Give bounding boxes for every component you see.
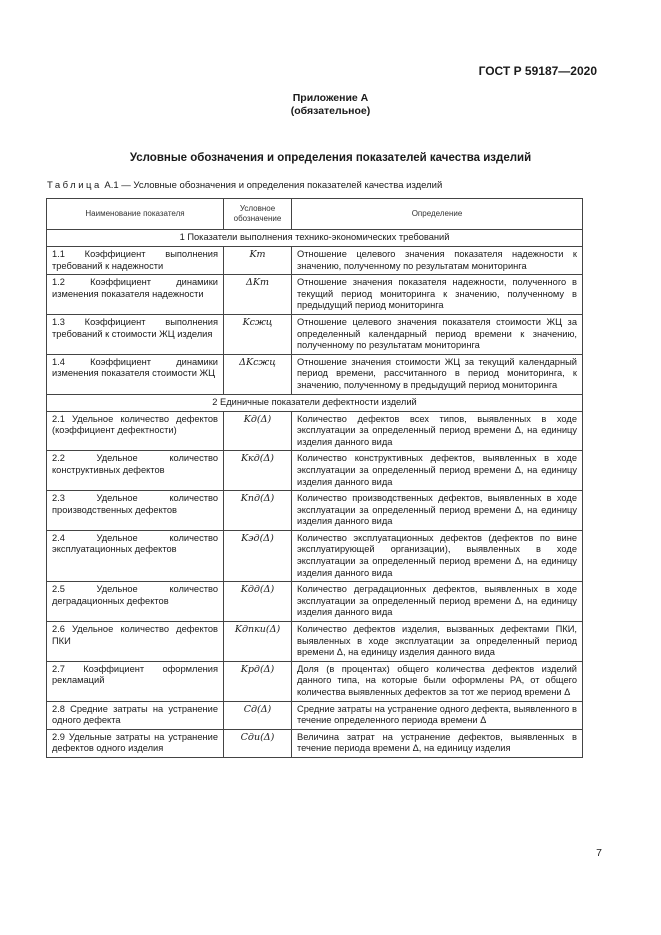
indicator-symbol: Kдд(Δ) <box>224 582 292 622</box>
section-title: 2 Единичные показатели дефектности изделий <box>47 394 583 411</box>
indicator-name: 2.5 Удельное количество деградационных дефектов <box>47 582 224 622</box>
indicator-name: 1.3 Коэффициент выполнения требований к стоимости ЖЦ изделия <box>47 314 224 354</box>
indicator-symbol: Kрд(Δ) <box>224 661 292 701</box>
table-caption-text: А.1 — Условные обозначения и определения показателей качества изделий <box>104 180 443 191</box>
indicator-definition: Доля (в процентах) общего количества дефектов изделий данного типа, на которые были оформлены РА, от общего количества выявленных дефектов за тот же период времени Δ <box>292 661 583 701</box>
indicator-symbol: Kкд(Δ) <box>224 451 292 491</box>
appendix-status: (обязательное) <box>290 105 371 117</box>
indicator-definition: Количество деградационных дефектов, выявленных в ходе эксплуатации за определенный период времени Δ, на единицу изделия данного вида <box>292 582 583 622</box>
header-definition: Определение <box>292 199 583 230</box>
indicator-symbol: ΔKсжц <box>224 354 292 394</box>
indicator-name: 2.2 Удельное количество конструктивных дефектов <box>47 451 224 491</box>
page-number: 7 <box>596 847 602 859</box>
header-name: Наименование показателя <box>47 199 224 230</box>
indicator-definition: Количество конструктивных дефектов, выявленных в ходе эксплуатации за определенный период времени Δ, на единицу изделия данного вида <box>292 451 583 491</box>
indicator-name: 2.4 Удельное количество эксплуатационных дефектов <box>47 530 224 581</box>
indicator-symbol: ΔKт <box>224 275 292 315</box>
table-row <box>47 661 583 701</box>
indicator-name: 2.6 Удельное количество дефектов ПКИ <box>47 622 224 662</box>
table-caption <box>47 180 442 191</box>
table-row <box>47 451 583 491</box>
indicator-symbol: Kт <box>224 247 292 275</box>
indicator-symbol: Kэд(Δ) <box>224 530 292 581</box>
table-row <box>47 582 583 622</box>
indicator-definition: Отношение целевого значения показателя стоимости ЖЦ за определенный календарный период времени к значению, полученному по результатам мониторинга <box>292 314 583 354</box>
indicator-name: 2.1 Удельное количество дефектов (коэффициент дефектности) <box>47 411 224 451</box>
indicator-symbol: Kд(Δ) <box>224 411 292 451</box>
section-title: 1 Показатели выполнения технико-экономических требований <box>47 230 583 247</box>
indicator-definition: Отношение значения стоимости ЖЦ за текущий календарный период времени, рассчитанного в период мониторинга, к значению, полученному в предыдущий период мониторинга <box>292 354 583 394</box>
header-symbol: Условное обозначение <box>224 199 292 230</box>
indicator-definition: Количество производственных дефектов, выявленных в ходе эксплуатации за определенный период времени Δ, на единицу изделия данного вида <box>292 491 583 531</box>
indicator-definition: Отношение целевого значения показателя надежности к значению, полученному по результатам мониторинга <box>292 247 583 275</box>
table-row <box>47 491 583 531</box>
indicators-table <box>46 198 583 758</box>
indicator-name: 1.2 Коэффициент динамики изменения показателя надежности <box>47 275 224 315</box>
indicator-symbol: Cд(Δ) <box>224 701 292 729</box>
indicator-definition: Величина затрат на устранение дефектов, выявленных в течение периода времени Δ, на единицу изделия <box>292 729 583 757</box>
indicator-definition: Количество дефектов изделия, вызванных дефектами ПКИ, выявленных в ходе эксплуатации за определенный период времени Δ, на единицу изделия данного вида <box>292 622 583 662</box>
table-row <box>47 530 583 581</box>
appendix-heading <box>0 92 661 118</box>
table-header-row <box>47 199 583 230</box>
indicator-symbol: Kдпки(Δ) <box>224 622 292 662</box>
appendix-title: Приложение А <box>292 92 369 104</box>
indicator-name: 2.3 Удельное количество производственных дефектов <box>47 491 224 531</box>
table-row <box>47 275 583 315</box>
section-row <box>47 394 583 411</box>
indicator-symbol: Kсжц <box>224 314 292 354</box>
indicator-name: 2.9 Удельные затраты на устранение дефектов одного изделия <box>47 729 224 757</box>
indicator-definition: Отношение значения показателя надежности, полученного в текущий период мониторинга к значению, полученному в предыдущий период мониторинга <box>292 275 583 315</box>
indicator-name: 2.7 Коэффициент оформления рекламаций <box>47 661 224 701</box>
page-title: Условные обозначения и определения показателей качества изделий <box>129 152 532 164</box>
indicator-name: 1.1 Коэффициент выполнения требований к надежности <box>47 247 224 275</box>
table-row <box>47 622 583 662</box>
indicator-symbol: Cди(Δ) <box>224 729 292 757</box>
table-row <box>47 701 583 729</box>
indicator-name: 1.4 Коэффициент динамики изменения показателя стоимости ЖЦ <box>47 354 224 394</box>
table-row <box>47 314 583 354</box>
table-body <box>47 230 583 758</box>
indicator-definition: Количество эксплуатационных дефектов (дефектов по вине эксплуатирующей организации), выявленных в ходе эксплуатации за определенный период времени Δ, на единицу изделия данного вида <box>292 530 583 581</box>
indicator-definition: Средние затраты на устранение одного дефекта, выявленного в течение определенного периода времени Δ <box>292 701 583 729</box>
indicator-name: 2.8 Средние затраты на устранение одного дефекта <box>47 701 224 729</box>
indicator-definition: Количество дефектов всех типов, выявленных в ходе эксплуатации за определенный период времени Δ, на единицу изделия данного вида <box>292 411 583 451</box>
section-row <box>47 230 583 247</box>
standard-number: ГОСТ Р 59187—2020 <box>478 64 597 78</box>
table-row <box>47 354 583 394</box>
table-row <box>47 247 583 275</box>
table-row <box>47 729 583 757</box>
table-caption-label: Таблица <box>47 180 102 191</box>
indicator-symbol: Kпд(Δ) <box>224 491 292 531</box>
table-row <box>47 411 583 451</box>
